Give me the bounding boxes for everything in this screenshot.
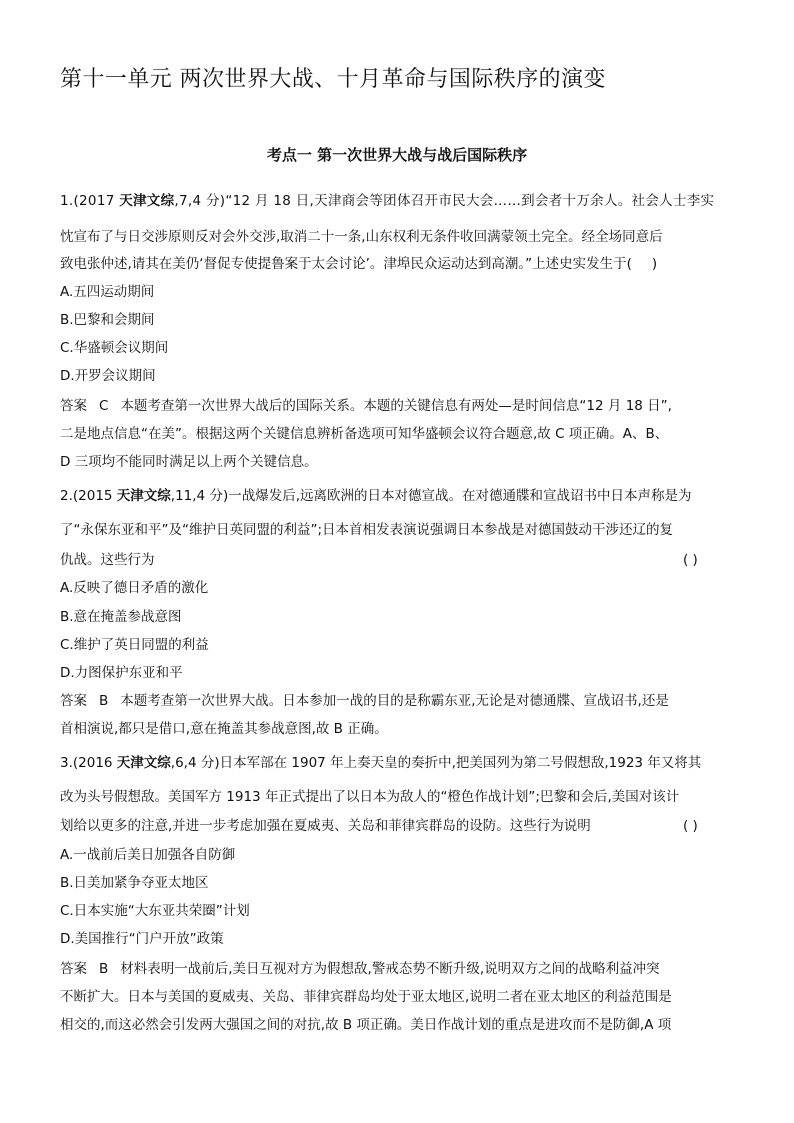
- q1-explanation-3: D 三项均不能同时满足以上两个关键信息。: [60, 454, 318, 470]
- q2-line-2: 了“永保东亚和平”及“维护日英同盟的利益”;日本首相发表演说强调日本参战是对德国鼓动干涉还辽的复: [60, 522, 674, 538]
- q1-answer-label: 答案: [60, 398, 87, 414]
- q2-option-c: C.维护了英日同盟的利益: [60, 637, 209, 653]
- q3-explanation-1: 材料表明一战前后,美日互视对方为假想敌,警戒态势不断升级,说明双方之间的战略利益冲突: [120, 961, 660, 977]
- q1-option-a: A.五四运动期间: [60, 284, 155, 300]
- q1-answer-line-1: [60, 396, 672, 416]
- q3-option-a: A.一战前后美日加强各自防御: [60, 847, 236, 863]
- q2-option-a: A.反映了德日矛盾的激化: [60, 580, 209, 596]
- q2-line-1: [60, 486, 692, 506]
- section-title: 考点一 第一次世界大战与战后国际秩序: [266, 146, 528, 164]
- q3-option-b: B.日美加紧争夺亚太地区: [60, 875, 209, 891]
- q3-number: 3.(2016: [60, 755, 117, 771]
- q3-answer-bracket: ( ): [683, 818, 698, 834]
- q2-answer-line-1: [60, 691, 669, 711]
- q3-stem-1: 日本军部在 1907 年上奏天皇的奏折中,把美国列为第二号假想敌,1923 年又将其: [219, 755, 702, 771]
- q3-line-3: 划给以更多的注意,并进一步考虑加强在夏威夷、关岛和菲律宾群岛的设防。这些行为说明: [60, 818, 591, 834]
- q3-option-c: C.日本实施“大东亚共荣圈”计划: [60, 903, 250, 919]
- q3-explanation-2: 不断扩大。日本与美国的夏威夷、关岛、菲律宾群岛均处于亚太地区,说明二者在亚太地区的利益范围是: [60, 989, 672, 1005]
- q2-answer-bracket: ( ): [683, 552, 698, 568]
- q2-number: 2.(2015: [60, 488, 117, 504]
- q2-option-b: B.意在掩盖参战意图: [60, 609, 182, 625]
- q2-stem-1: 一战爆发后,远离欧洲的日本对德宣战。在对德通牒和宣战诏书中日本声称是为: [228, 488, 692, 504]
- q1-line-3: [60, 254, 657, 274]
- q1-number: 1.(2017: [60, 193, 120, 209]
- q1-score: ,7,4 分): [174, 193, 226, 209]
- q1-option-c: C.华盛顿会议期间: [60, 340, 169, 356]
- q1-stem-3: 致电张仲述,请其在美仍‘督促专使提鲁案于太会讨论’。津埠民众运动达到高潮。”上述史实发生于(: [60, 256, 632, 272]
- q2-option-d: D.力图保护东亚和平: [60, 665, 183, 681]
- q3-answer-line-1: [60, 959, 660, 979]
- unit-title: 第十一单元 两次世界大战、十月革命与国际秩序的演变: [60, 67, 606, 92]
- q3-option-d: D.美国推行“门户开放”政策: [60, 931, 224, 947]
- q2-answer-letter: B: [99, 693, 109, 709]
- q1-line-2: 忱宣布了与日交涉原则反对会外交涉,取消二十一条,山东权利无条件收回满蒙领土完全。经全场同意后: [60, 229, 663, 245]
- q2-explanation-2: 首相演说,都只是借口,意在掩盖其参战意图,故 B 正确。: [60, 721, 388, 737]
- q1-line-1: [60, 191, 714, 211]
- q2-line-3: 仇战。这些行为: [60, 552, 155, 568]
- q1-option-d: D.开罗会议期间: [60, 368, 156, 384]
- q3-source: 天津文综: [116, 755, 171, 771]
- q3-answer-label: 答案: [60, 961, 87, 977]
- q3-line-1: [60, 753, 701, 773]
- q2-source: 天津文综: [116, 488, 171, 504]
- q1-option-b: B.巴黎和会期间: [60, 312, 155, 328]
- q1-stem-1: “12 月 18 日,天津商会等团体召开市民大会……到会者十万余人。社会人士李实: [225, 193, 715, 209]
- q1-bracket-close: ): [651, 256, 658, 272]
- q2-explanation-1: 本题考查第一次世界大战。日本参加一战的目的是称霸东亚,无论是对德通牒、宣战诏书,还是: [120, 693, 669, 709]
- q3-line-2: 改为头号假想敌。美国军方 1913 年正式提出了以日本为敌人的“橙色作战计划”;巴黎和会后,美国对该计: [60, 789, 680, 805]
- q1-answer-letter: C: [99, 398, 109, 414]
- q1-explanation-2: 二是地点信息“在美”。根据这两个关键信息辨析备选项可知华盛顿会议符合题意,故 C 项正确。A、B、: [60, 426, 669, 442]
- q1-explanation-1: 本题考查第一次世界大战后的国际关系。本题的关键信息有两处—是时间信息“12 月 18 日”,: [120, 398, 672, 414]
- q3-answer-letter: B: [99, 961, 109, 977]
- q3-explanation-3: 相交的,而这必然会引发两大强国之间的对抗,故 B 项正确。美日作战计划的重点是进攻而不是防御,A 项: [60, 1017, 672, 1033]
- q3-score: ,6,4 分): [170, 755, 220, 771]
- q2-score: ,11,4 分): [170, 488, 229, 504]
- q2-answer-label: 答案: [60, 693, 87, 709]
- q1-source: 天津文综: [119, 193, 175, 209]
